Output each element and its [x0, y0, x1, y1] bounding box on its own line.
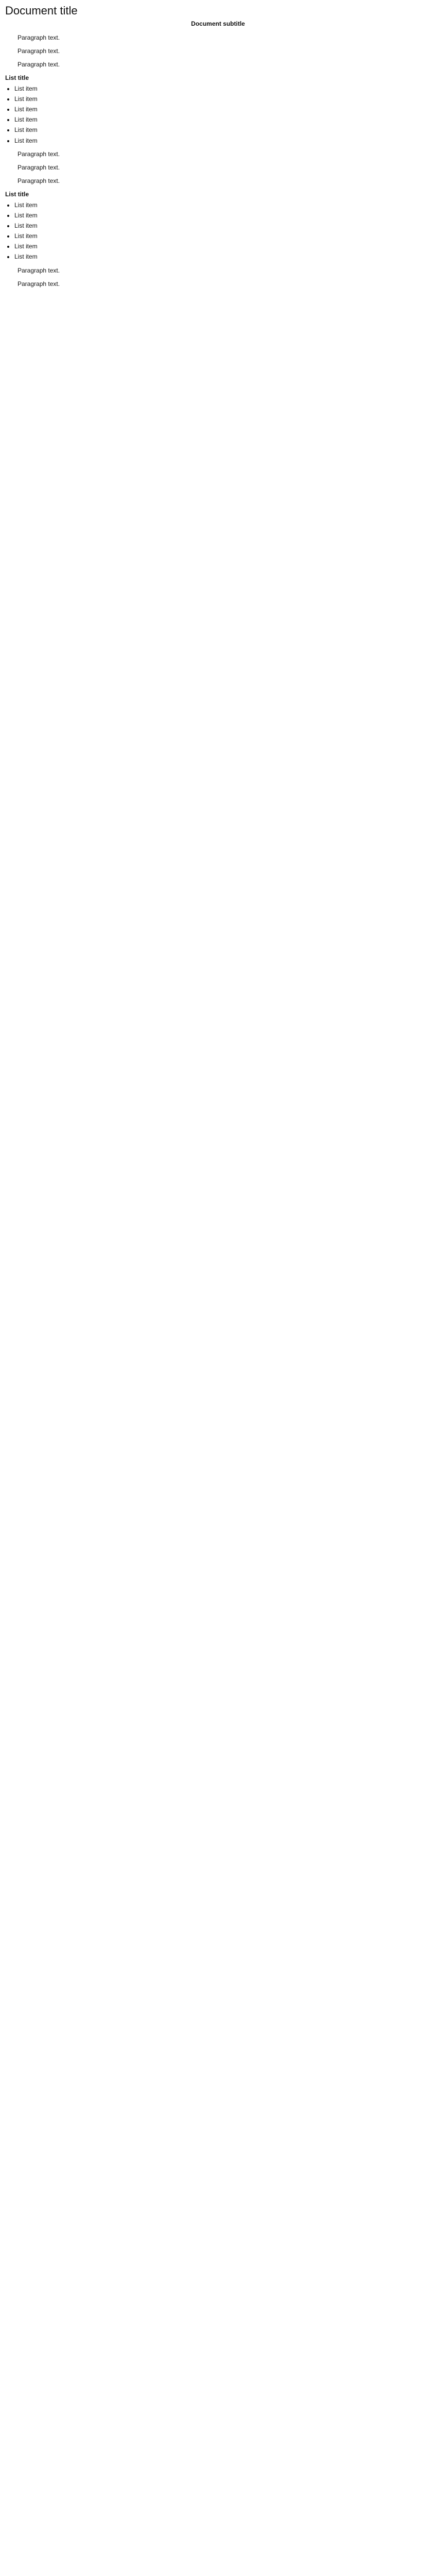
document-body — [5, 33, 431, 288]
document-subtitle: Document subtitle — [191, 20, 245, 28]
list-item: • List item — [14, 126, 431, 134]
list-item: • List item — [14, 211, 431, 219]
paragraph: Paragraph text. — [18, 280, 60, 287]
list-item: • List item — [14, 252, 431, 261]
list-item: • List item — [14, 84, 431, 93]
list — [5, 201, 431, 261]
paragraph: Paragraph text. — [18, 163, 60, 171]
list-item: • List item — [14, 105, 431, 113]
list-title: List title — [5, 74, 29, 82]
list-item: • List item — [14, 201, 431, 209]
paragraph: Paragraph text. — [18, 177, 60, 185]
paragraph: Paragraph text. — [18, 47, 60, 55]
list-item: • List item — [14, 242, 431, 250]
paragraph: Paragraph text. — [18, 150, 60, 158]
paragraph: Paragraph text. — [18, 33, 60, 41]
paragraph: Paragraph text. — [18, 61, 60, 69]
paragraph: Paragraph text. — [18, 266, 60, 274]
list-title: List title — [5, 191, 29, 198]
list-item: • List item — [14, 137, 431, 145]
list-item: • List item — [14, 232, 431, 240]
document-title: Document title — [5, 4, 78, 17]
list-item: • List item — [14, 222, 431, 230]
list-item: • List item — [14, 115, 431, 124]
list — [5, 84, 431, 145]
list-item: • List item — [14, 95, 431, 103]
